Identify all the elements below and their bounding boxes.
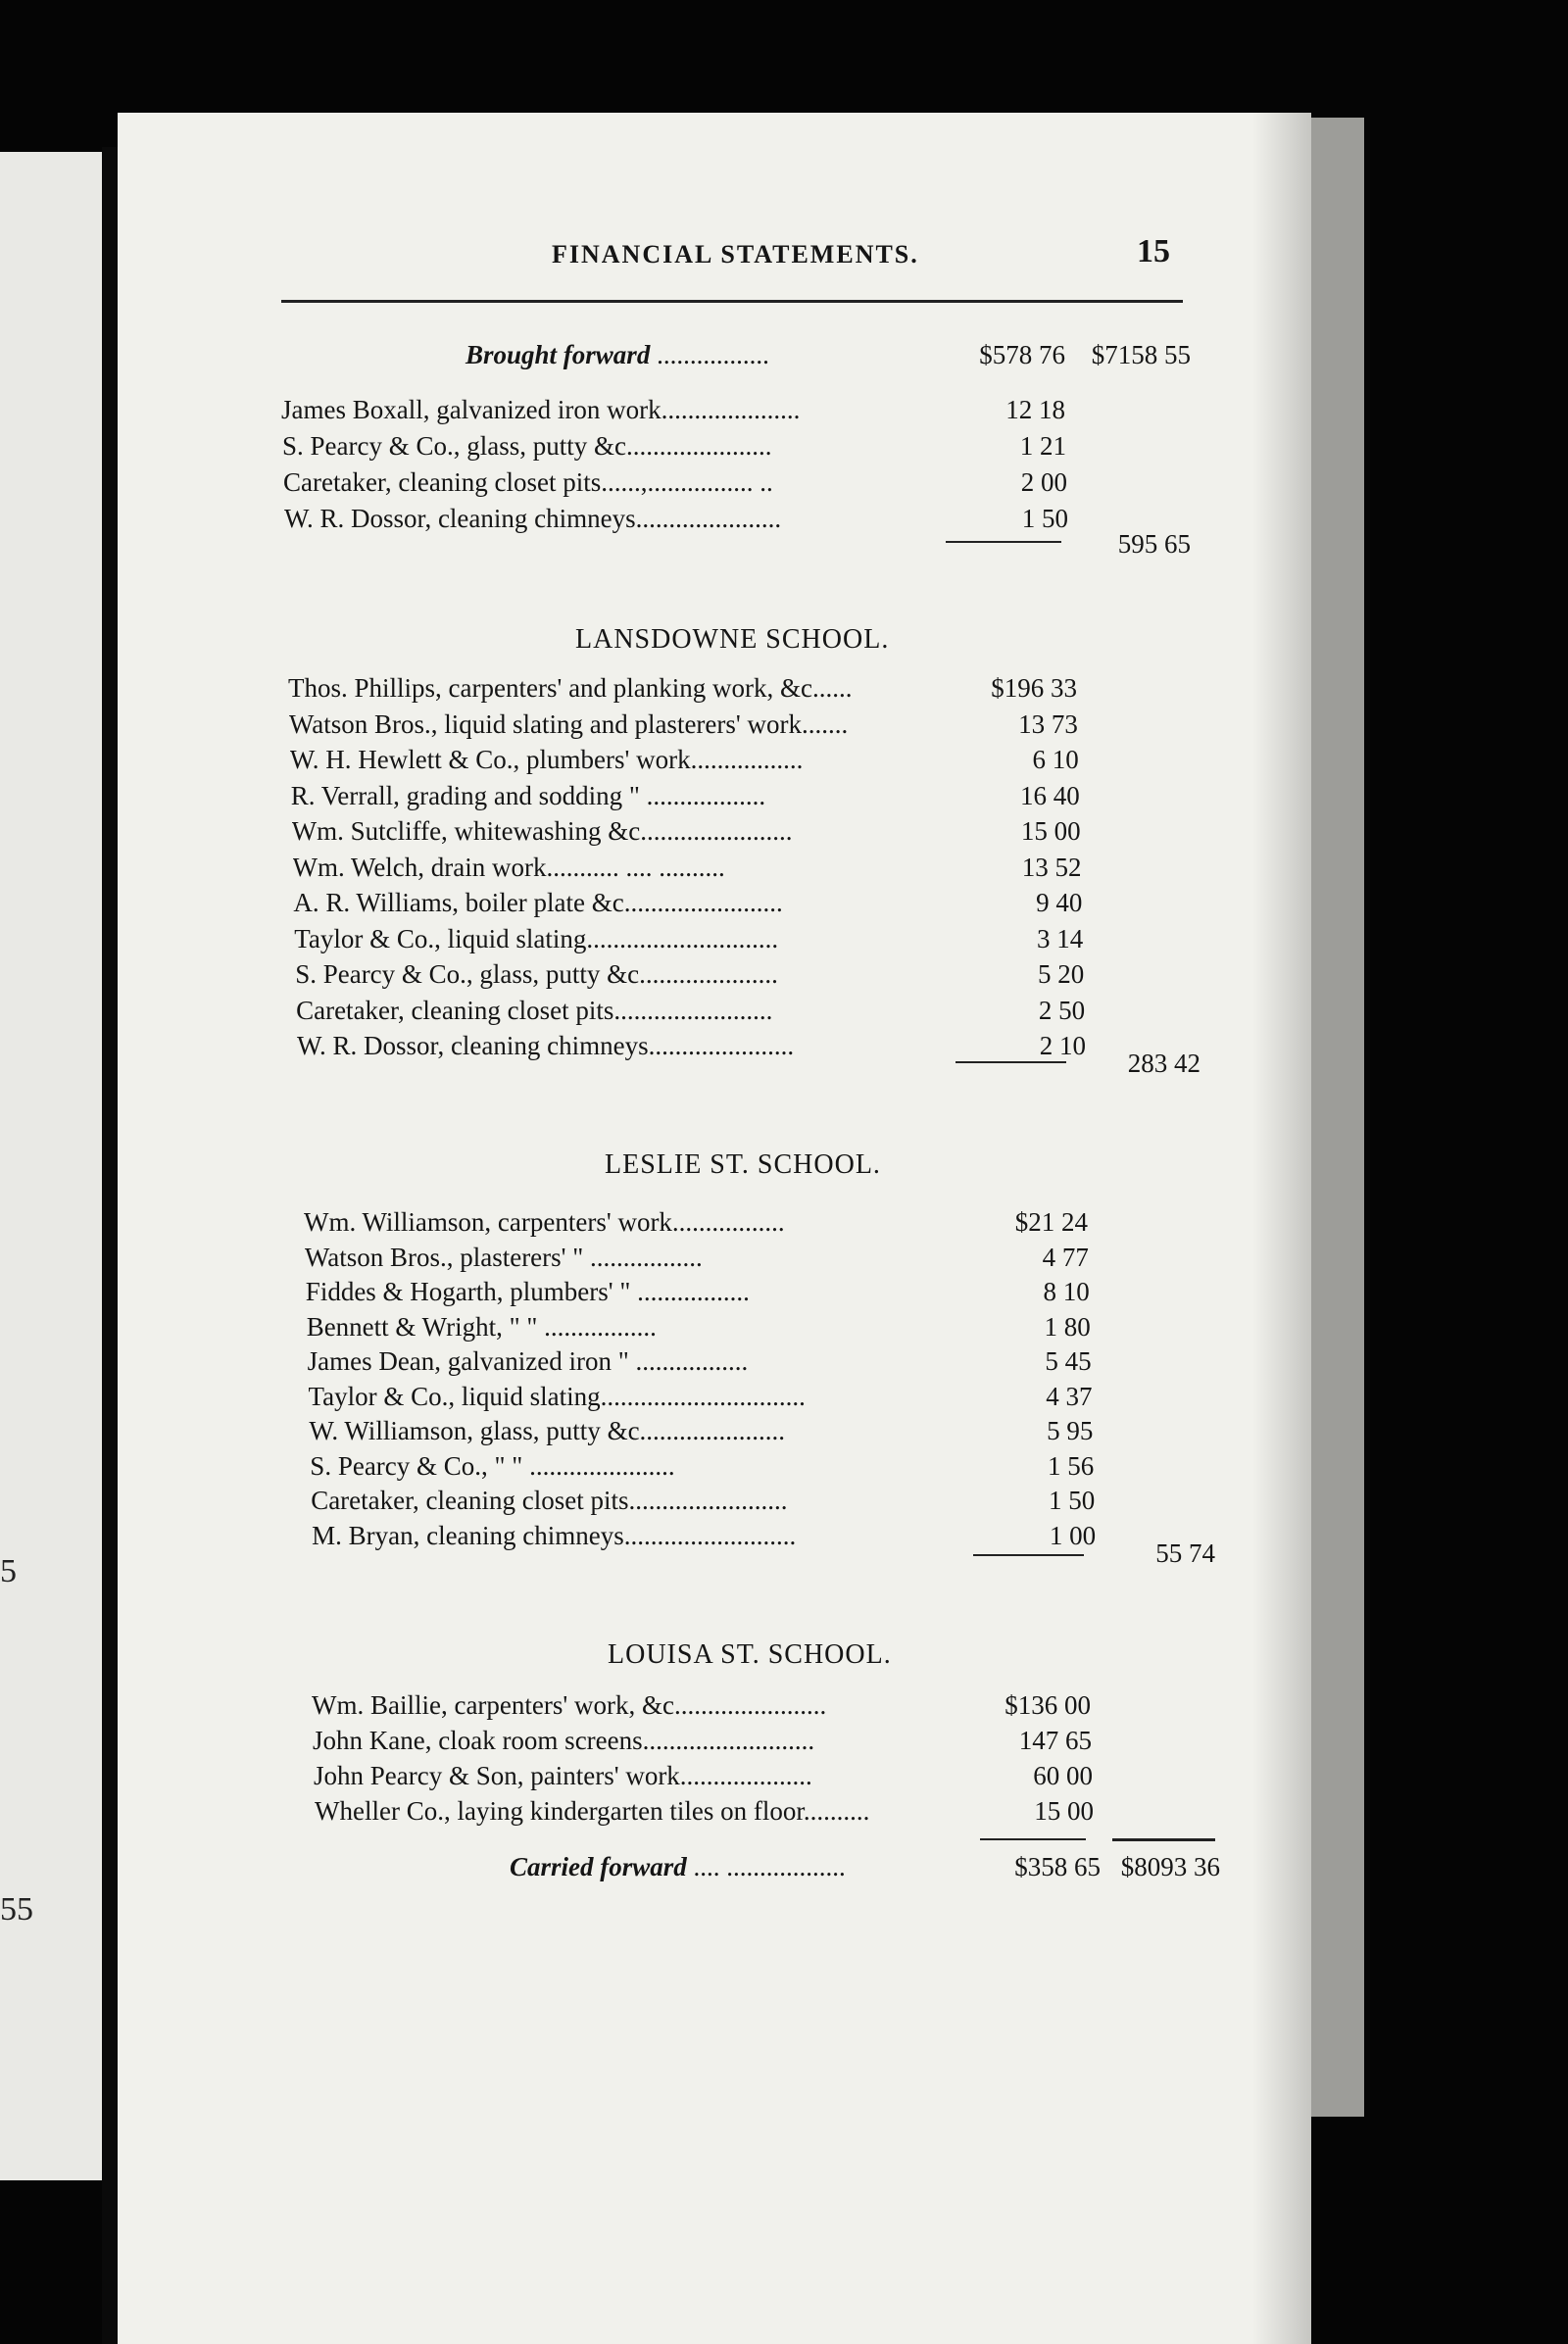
ledger-item-label: Wm. Williamson, carpenters' work.................: [304, 1207, 785, 1237]
ledger-item-amount: 5 20: [1037, 959, 1085, 989]
ledger-item-label: Watson Bros., plasterers' " .................: [304, 1242, 703, 1272]
ledger-item-amount: 1 56: [1048, 1450, 1095, 1481]
carried-forward-dots: .... ..................: [693, 1852, 846, 1881]
brought-forward-amount: $578 76: [979, 340, 1065, 369]
page-title: FINANCIAL STATEMENTS.: [552, 240, 919, 269]
ledger-item-amount: 60 00: [1033, 1761, 1093, 1790]
brought-forward-label: Brought forward: [466, 340, 651, 369]
ledger-line: [294, 923, 1084, 959]
ledger-item-label: Caretaker, cleaning closet pits......,................ ..: [283, 467, 773, 497]
ledger-item-amount: 13 52: [1021, 852, 1082, 882]
ledger-line: [281, 395, 1065, 430]
ledger-item-label: A. R. Williams, boiler plate &c........................: [293, 888, 783, 917]
ledger-item-label: Caretaker, cleaning closet pits........................: [311, 1486, 788, 1515]
leslie-subtotal-rule: [973, 1554, 1084, 1556]
ledger-item-label: R. Verrall, grading and sodding " ..................: [290, 780, 766, 810]
ledger-line: [314, 1761, 1098, 1796]
ledger-item-amount: 2 10: [1039, 1031, 1086, 1060]
ledger-item-amount: 13 73: [1018, 708, 1078, 739]
ledger-item-label: S. Pearcy & Co., glass, putty &c.....................: [295, 959, 778, 989]
ledger-item-amount: 3 14: [1037, 923, 1084, 953]
ledger-item-amount: 1 00: [1049, 1520, 1097, 1550]
ledger-item-amount: 5 95: [1047, 1416, 1094, 1445]
ledger-item-amount: 12 18: [1005, 395, 1065, 424]
ledger-line: [309, 1382, 1093, 1417]
ledger-line: [305, 1243, 1089, 1278]
ledger-item-amount: 1 80: [1044, 1311, 1091, 1342]
brought-forward-dots: .................: [657, 340, 769, 369]
carried-forward-total: $8093 36: [1120, 1852, 1220, 1881]
page-edge: [1311, 118, 1364, 2117]
section-heading-lansdowne: LANSDOWNE SCHOOL.: [575, 624, 890, 655]
ledger-item-amount: 15 00: [1020, 816, 1081, 846]
section-heading-leslie: LESLIE ST. SCHOOL.: [605, 1149, 881, 1180]
ledger-line: [292, 852, 1082, 888]
ledger-line: [308, 1346, 1092, 1382]
ledger-item-amount: $21 24: [1014, 1207, 1088, 1237]
ledger-line: [291, 816, 1081, 852]
ledger-line: [312, 1690, 1096, 1726]
ledger-line: [289, 745, 1079, 780]
ledger-item-label: S. Pearcy & Co., " " ......................: [310, 1450, 675, 1481]
ledger-item-label: John Kane, cloak room screens..........................: [313, 1726, 815, 1755]
ledger-item-amount: $136 00: [1004, 1690, 1091, 1720]
ledger-item-amount: 4 37: [1046, 1381, 1093, 1411]
ledger-item-amount: 9 40: [1036, 888, 1083, 917]
lansdowne-subtotal: 283 42: [1127, 1049, 1200, 1078]
carried-forward-amount: $358 65: [1014, 1852, 1101, 1881]
ledger-item-label: Taylor & Co., liquid slating.............................: [294, 923, 779, 953]
ledger-line: [306, 1277, 1090, 1312]
ledger-line: [309, 1416, 1093, 1451]
ledger-line: [296, 995, 1086, 1031]
ledger-line: [288, 673, 1077, 708]
header-rule: [281, 300, 1183, 303]
carried-forward-line: [510, 1852, 1220, 1887]
ledger-line: [284, 504, 1068, 539]
ledger-item-amount: 1 50: [1021, 504, 1068, 533]
ledger-item-label: Bennett & Wright, " " .................: [306, 1311, 657, 1342]
ledger-item-amount: $196 33: [991, 673, 1077, 703]
left-page-edge: [0, 152, 106, 2180]
ledger-item-label: Watson Bros., liquid slating and plasterers' work.......: [288, 708, 849, 739]
carried-forward-rule: [1112, 1838, 1215, 1841]
ledger-item-amount: 16 40: [1019, 780, 1080, 810]
ledger-item-amount: 4 77: [1042, 1242, 1089, 1272]
ledger-item-label: M. Bryan, cleaning chimneys..........................: [312, 1520, 797, 1550]
ledger-item-label: W. Williamson, glass, putty &c......................: [309, 1416, 786, 1445]
brought-forward-total: $7158 55: [1091, 340, 1191, 369]
ledger-line: [295, 959, 1085, 995]
ledger-item-amount: 1 50: [1048, 1486, 1096, 1515]
left-page-fragment: 5: [0, 1553, 17, 1589]
ledger-item-amount: 6 10: [1032, 745, 1079, 774]
brought-forward-line: [466, 340, 1191, 375]
ledger-item-amount: 147 65: [1018, 1726, 1092, 1755]
ledger-line: [307, 1312, 1091, 1347]
ledger-item-label: S. Pearcy & Co., glass, putty &c......................: [282, 431, 772, 461]
ledger-line: [288, 708, 1078, 745]
section-heading-louisa: LOUISA ST. SCHOOL.: [608, 1639, 892, 1670]
ledger-item-label: James Boxall, galvanized iron work.....................: [281, 395, 801, 424]
ledger-item-label: Thos. Phillips, carpenters' and planking work, &c......: [288, 673, 853, 703]
ledger-line: [312, 1521, 1096, 1556]
ledger-item-label: Fiddes & Hogarth, plumbers' " .................: [305, 1277, 750, 1306]
louisa-rule: [980, 1838, 1086, 1840]
ledger-line: [310, 1451, 1094, 1487]
ledger-item-label: Wm. Sutcliffe, whitewashing &c.......................: [291, 816, 793, 846]
ledger-item-amount: 8 10: [1043, 1277, 1090, 1306]
ledger-item-label: Wheller Co., laying kindergarten tiles on floor..........: [315, 1796, 870, 1826]
ledger-item-label: James Dean, galvanized iron " .................: [307, 1346, 749, 1376]
ledger-line: [304, 1207, 1088, 1243]
ledger-item-amount: 1 21: [1019, 431, 1066, 461]
ledger-item-label: Wm. Welch, drain work........... .... ..........: [292, 852, 725, 882]
ledger-item-label: W. R. Dossor, cleaning chimneys......................: [284, 504, 782, 533]
ledger-item-amount: 2 00: [1020, 467, 1067, 497]
page-number: 15: [1137, 233, 1170, 269]
top-subtotal: 595 65: [1117, 529, 1191, 559]
ledger-item-amount: 5 45: [1045, 1346, 1092, 1376]
left-page-fragment: 55: [0, 1891, 33, 1928]
top-subtotal-rule: [946, 541, 1061, 543]
ledger-line: [290, 780, 1080, 816]
ledger-item-amount: 15 00: [1034, 1796, 1094, 1826]
ledger-line: [282, 431, 1066, 466]
ledger-item-label: Caretaker, cleaning closet pits........................: [296, 995, 773, 1025]
ledger-item-label: Wm. Baillie, carpenters' work, &c.......................: [312, 1690, 827, 1720]
ledger-line: [311, 1486, 1095, 1521]
carried-forward-label: Carried forward: [510, 1852, 687, 1881]
ledger-line: [315, 1796, 1099, 1831]
ledger-line: [313, 1726, 1097, 1761]
ledger-item-label: John Pearcy & Son, painters' work....................: [314, 1761, 812, 1790]
ledger-item-label: W. R. Dossor, cleaning chimneys......................: [297, 1031, 795, 1060]
lansdowne-subtotal-rule: [956, 1061, 1066, 1063]
ledger-item-label: Taylor & Co., liquid slating...............................: [308, 1381, 806, 1411]
ledger-item-amount: 2 50: [1038, 995, 1086, 1025]
ledger-line: [283, 467, 1067, 503]
leslie-subtotal: 55 74: [1155, 1538, 1215, 1568]
ledger-item-label: W. H. Hewlett & Co., plumbers' work.................: [289, 745, 804, 774]
ledger-line: [293, 888, 1083, 923]
